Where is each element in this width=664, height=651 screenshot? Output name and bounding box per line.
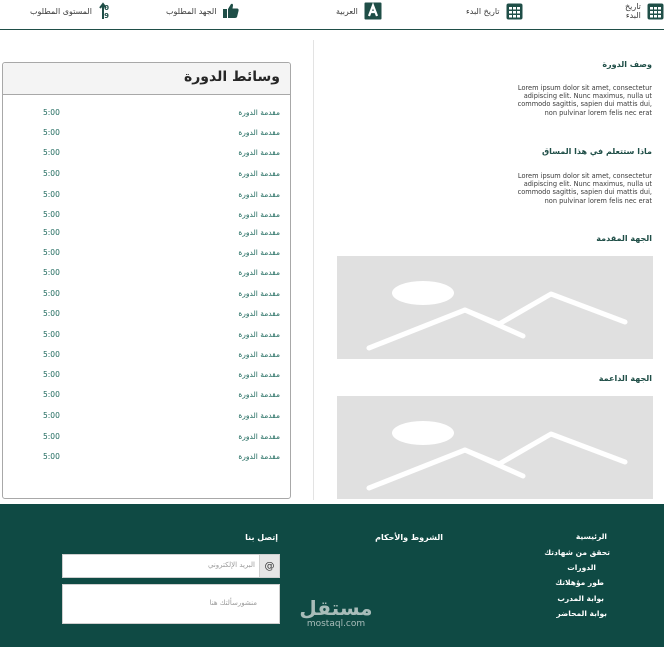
calendar-icon	[647, 2, 664, 20]
level-label: المستوى المطلوب	[30, 6, 92, 16]
description-title: وصف الدورة	[602, 60, 652, 69]
lesson-name: مقدمة الدورة	[238, 210, 280, 219]
thumbs-up-icon	[222, 2, 240, 20]
lesson-row[interactable]	[3, 190, 290, 204]
footer-link-lecturer-portal[interactable]: بوابة المحاضر	[556, 609, 607, 618]
lesson-row[interactable]	[3, 330, 290, 344]
sponsor-title: الجهة الداعمة	[598, 374, 652, 383]
language-a-icon	[364, 2, 382, 20]
footer-link-courses[interactable]: الدورات	[567, 563, 596, 572]
lesson-duration: 5:00	[43, 148, 60, 157]
lesson-row[interactable]	[3, 370, 290, 384]
lesson-duration: 5:00	[43, 169, 60, 178]
start-date-label: تاريخ البدء	[624, 2, 641, 20]
lesson-duration: 5:00	[43, 350, 60, 359]
course-details	[313, 40, 664, 500]
level-item	[30, 0, 116, 22]
lesson-name: مقدمة الدورة	[238, 169, 280, 178]
lesson-duration: 5:00	[43, 432, 60, 441]
image-placeholder-icon	[337, 396, 653, 499]
start-date-label: تاريخ البدء	[466, 6, 500, 16]
language-label: العربية	[336, 6, 358, 16]
course-media-title: وسائط الدورة	[183, 69, 280, 85]
lesson-name: مقدمة الدورة	[238, 248, 280, 257]
lesson-name: مقدمة الدورة	[238, 228, 280, 237]
lesson-duration: 5:00	[43, 411, 60, 420]
calendar-icon	[506, 2, 524, 20]
footer	[0, 504, 664, 647]
lesson-duration: 5:00	[43, 289, 60, 298]
lesson-duration: 5:00	[43, 268, 60, 277]
watermark-url: mostaql.com	[306, 619, 366, 629]
email-placeholder: البريد الإلكتروني	[208, 561, 255, 569]
description-text: Lorem ipsum dolor sit amet, consectetur adipiscing elit. Nunc maximus, nulla ut commodo sagittis, sapien dui mattis dui, non pulvinar lorem felis nec erat	[517, 84, 652, 117]
lesson-name: مقدمة الدورة	[238, 190, 280, 199]
lesson-name: مقدمة الدورة	[238, 330, 280, 339]
learn-text: Lorem ipsum dolor sit amet, consectetur adipiscing elit. Nunc maximus, nulla ut commodo sagittis, sapien dui mattis dui, non pulvinar lorem felis nec erat	[517, 172, 652, 205]
lesson-row[interactable]	[3, 228, 290, 242]
lesson-name: مقدمة الدورة	[238, 390, 280, 399]
svg-text:0: 0	[104, 4, 109, 12]
lesson-duration: 5:00	[43, 108, 60, 117]
message-field[interactable]	[62, 584, 280, 624]
lesson-row[interactable]	[3, 268, 290, 282]
email-field[interactable]	[62, 554, 280, 578]
lesson-name: مقدمة الدورة	[238, 289, 280, 298]
lesson-name: مقدمة الدورة	[238, 350, 280, 359]
lesson-duration: 5:00	[43, 210, 60, 219]
mostaql-watermark	[291, 597, 381, 629]
lesson-row[interactable]	[3, 309, 290, 323]
lesson-row[interactable]	[3, 289, 290, 303]
lesson-row[interactable]	[3, 390, 290, 404]
footer-link-home[interactable]: الرئيسية	[575, 532, 607, 541]
lesson-duration: 5:00	[43, 309, 60, 318]
image-placeholder-icon	[337, 256, 653, 359]
effort-item	[166, 0, 240, 22]
provider-image-placeholder	[337, 256, 653, 359]
lesson-row[interactable]	[3, 432, 290, 446]
lesson-row[interactable]	[3, 210, 290, 224]
lesson-name: مقدمة الدورة	[238, 370, 280, 379]
lesson-duration: 5:00	[43, 370, 60, 379]
lesson-name: مقدمة الدورة	[238, 411, 280, 420]
lesson-duration: 5:00	[43, 190, 60, 199]
lesson-row[interactable]	[3, 108, 290, 122]
svg-text:9: 9	[104, 12, 109, 20]
lesson-row[interactable]	[3, 350, 290, 364]
lesson-row[interactable]	[3, 148, 290, 162]
at-sign-icon: @	[259, 555, 279, 577]
sort-level-icon	[98, 2, 116, 20]
lesson-duration: 5:00	[43, 452, 60, 461]
lesson-duration: 5:00	[43, 128, 60, 137]
lesson-name: مقدمة الدورة	[238, 432, 280, 441]
lesson-row[interactable]	[3, 169, 290, 183]
start-date-item-2	[466, 0, 524, 22]
lesson-duration: 5:00	[43, 390, 60, 399]
lesson-row[interactable]	[3, 248, 290, 262]
lesson-name: مقدمة الدورة	[238, 309, 280, 318]
lesson-name: مقدمة الدورة	[238, 108, 280, 117]
footer-terms-link[interactable]: الشروط والأحكام	[375, 533, 443, 542]
watermark-arabic: مستقل	[299, 596, 373, 620]
lesson-name: مقدمة الدورة	[238, 148, 280, 157]
message-placeholder: منشورسألتك هنا	[209, 599, 257, 607]
language-item	[336, 0, 382, 22]
lesson-row[interactable]	[3, 452, 290, 466]
learn-title: ماذا ستتعلم في هذا المساق	[541, 147, 652, 156]
footer-link-verify-certificate[interactable]: تحقق من شهادتك	[544, 548, 610, 557]
lesson-duration: 5:00	[43, 248, 60, 257]
lesson-row[interactable]	[3, 128, 290, 142]
lesson-name: مقدمة الدورة	[238, 268, 280, 277]
lesson-duration: 5:00	[43, 330, 60, 339]
provider-title: الجهة المقدمة	[596, 234, 652, 243]
lesson-name: مقدمة الدورة	[238, 128, 280, 137]
footer-link-develop-skills[interactable]: طور مؤهلاتك	[555, 578, 604, 587]
effort-label: الجهد المطلوب	[166, 6, 217, 16]
course-media-header	[3, 63, 290, 95]
top-info-bar	[0, 0, 664, 30]
course-media-panel	[2, 62, 291, 499]
footer-contact-heading: إتصل بنا	[245, 533, 278, 542]
footer-link-trainer-portal[interactable]: بوابة المدرب	[557, 594, 604, 603]
start-date-item	[609, 0, 664, 22]
lesson-name: مقدمة الدورة	[238, 452, 280, 461]
sponsor-image-placeholder	[337, 396, 653, 499]
lesson-duration: 5:00	[43, 228, 60, 237]
lesson-row[interactable]	[3, 411, 290, 425]
